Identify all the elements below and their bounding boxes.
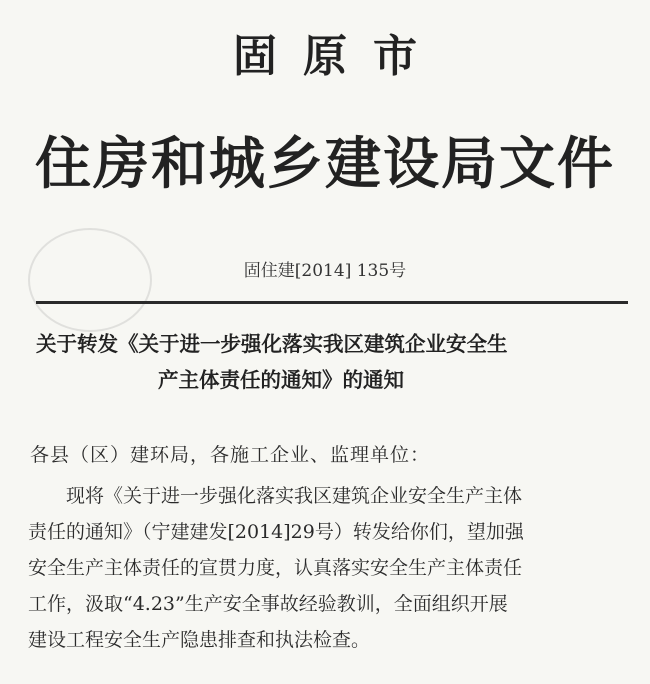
body-line-2: 责任的通知》（宁建建发[2014]29号）转发给你们，望加强 xyxy=(28,521,524,543)
addressee-line: 各县（区）建环局，各施工企业、监理单位： xyxy=(30,444,431,466)
notice-title-line-1: 关于转发《关于进一步强化落实我区建筑企业安全生 xyxy=(36,332,508,356)
issuing-city: 固原市 xyxy=(233,31,443,82)
notice-title-line-2: 产主体责任的通知》的通知 xyxy=(158,368,404,392)
document-number: 固住建[2014] 135号 xyxy=(243,261,407,281)
body-line-5: 建设工程安全生产隐患排查和执法检查。 xyxy=(28,629,371,651)
notice-title xyxy=(36,326,628,398)
body-line-1: 现将《关于进一步强化落实我区建筑企业安全生产主体 xyxy=(66,485,523,507)
body-paragraph xyxy=(28,478,628,658)
issuing-agency-title: 住房和城乡建设局文件 xyxy=(35,131,615,197)
body-line-3: 安全生产主体责任的宣贯力度，认真落实安全生产主体责任 xyxy=(28,557,523,579)
header-divider xyxy=(36,301,628,304)
body-line-4: 工作，汲取“4.23”生产安全事故经验教训，全面组织开展 xyxy=(28,593,508,615)
